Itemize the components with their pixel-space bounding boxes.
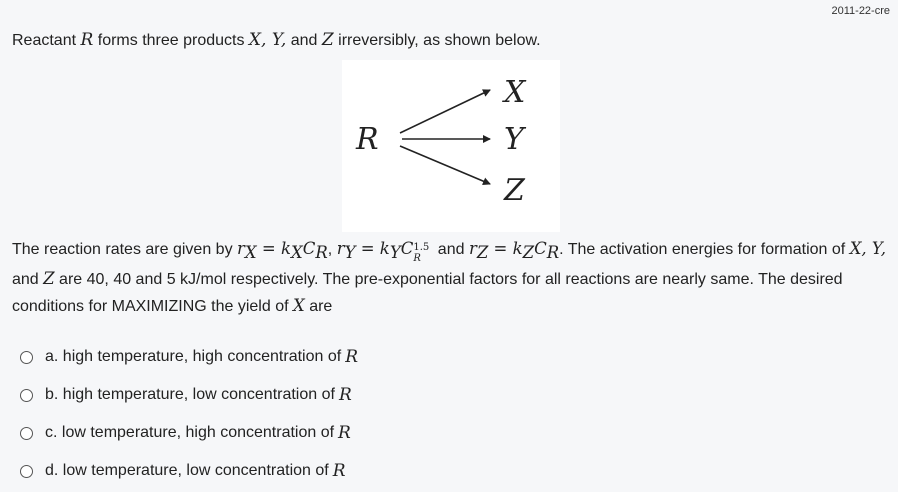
reaction-diagram (342, 60, 560, 232)
question-intro: Reactant R forms three products X, Y, and Z irreversibly, as shown below. (12, 30, 541, 50)
option-c[interactable] (20, 414, 358, 452)
question-tag: 2011-22-cre (831, 5, 890, 17)
option-d-label: d. low temperature, low concentration of (45, 462, 329, 479)
option-a-label: a. high temperature, high concentration of (45, 348, 342, 365)
product-z-label: Z (504, 173, 525, 208)
product-x-label: X (504, 75, 526, 110)
reactant-label: R (356, 122, 379, 157)
option-b-radio[interactable] (20, 389, 33, 402)
arrow-to-z (400, 146, 490, 184)
option-d-var: R (332, 461, 346, 481)
option-c-radio[interactable] (20, 427, 33, 440)
option-d[interactable] (20, 452, 358, 490)
option-b-var: R (338, 385, 352, 405)
answer-options (20, 338, 358, 490)
option-a-var: R (345, 347, 358, 367)
option-a[interactable] (20, 338, 358, 376)
option-b-label: b. high temperature, low concentration of (45, 386, 335, 403)
option-c-label: c. low temperature, high concentration of (45, 424, 335, 441)
option-a-radio[interactable] (20, 351, 33, 364)
option-c-var: R (338, 423, 351, 443)
product-y-label: Y (504, 122, 524, 157)
option-b[interactable] (20, 376, 358, 414)
arrow-to-x (400, 90, 490, 133)
question-description: The reaction rates are given by $r_X = k_XC_R$, $r_Y = k_YC$ 1.5 R and $r_Z = k_ZC_R$. The activation energies for formation of X, Y, and Z are 40, 40 and 5 kJ/mol respectively. The pre-exponential factors for all reactions are nearly same. The desired conditions for MAXIMIZING the yield of X are (12, 239, 886, 316)
option-d-radio[interactable] (20, 465, 33, 478)
